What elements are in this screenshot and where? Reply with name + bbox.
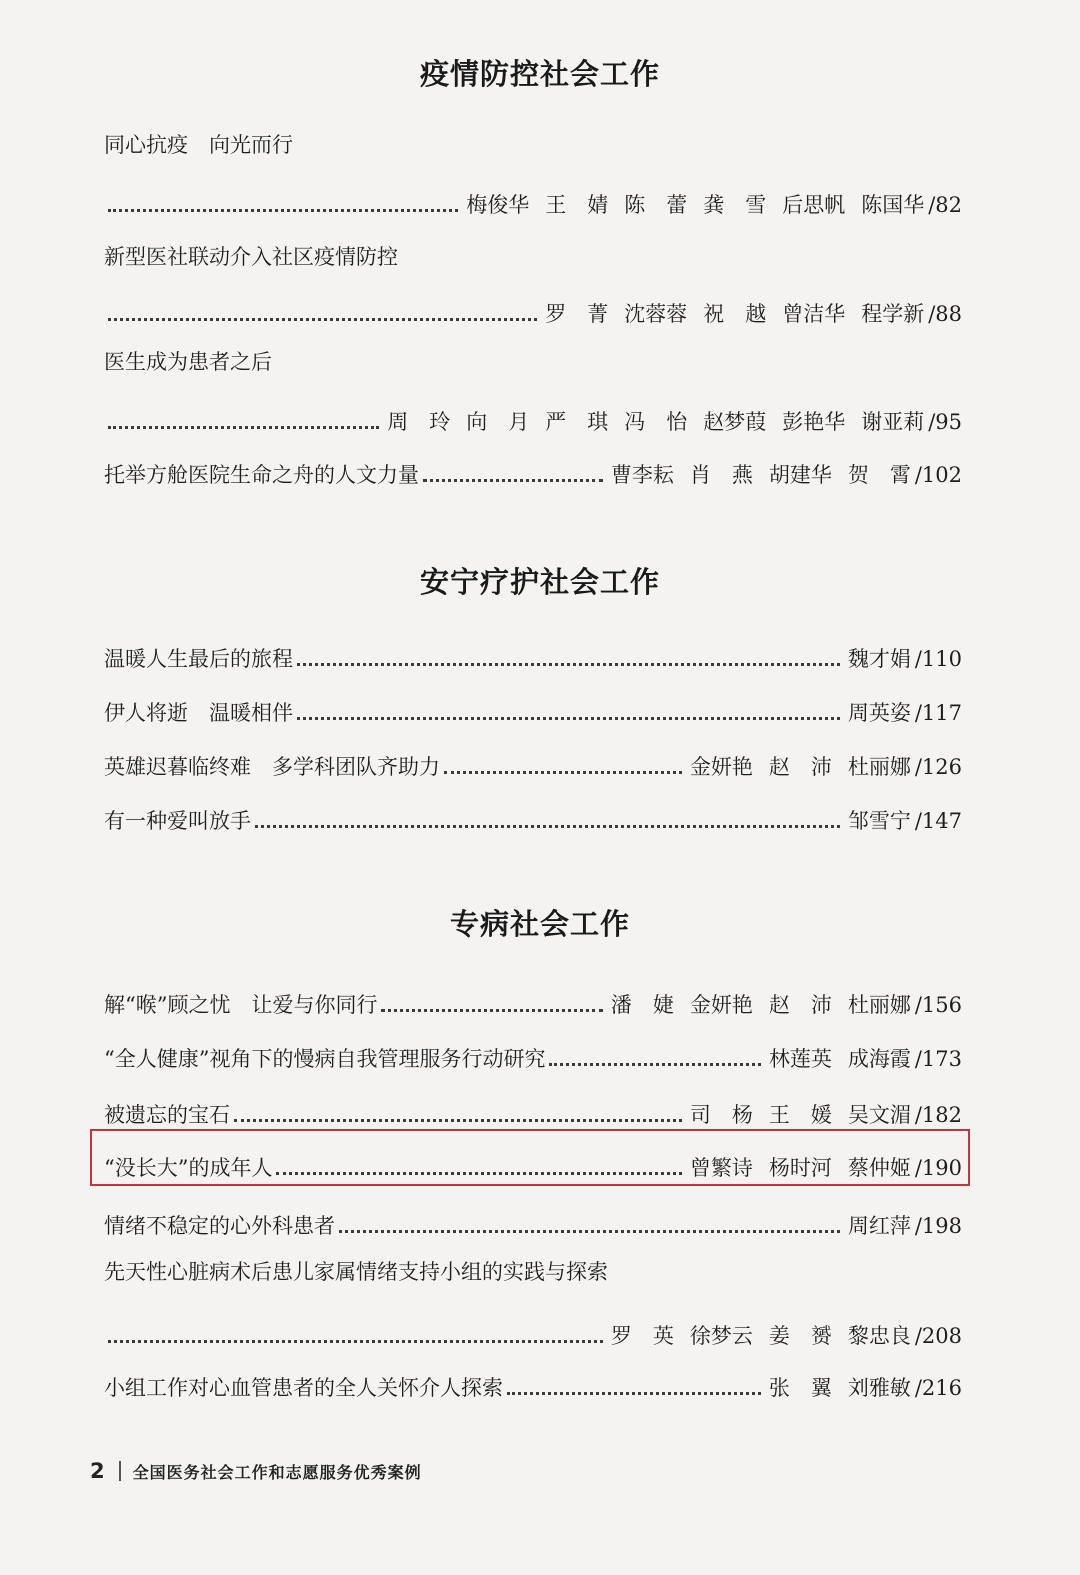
entry-authors: 潘 婕 金妍艳 赵 沛 杜丽娜: [610, 993, 911, 1017]
entry-authors: 张 翼 刘雅敏: [768, 1376, 911, 1400]
entry-authors: 周红萍: [847, 1214, 911, 1238]
entry-title: 新型医社联动介入社区疫情防控: [104, 245, 398, 269]
toc-entry[interactable]: [104, 400, 962, 436]
toc-entry[interactable]: [104, 799, 962, 835]
page-footer: [90, 1455, 422, 1487]
leader-dots: [444, 770, 682, 774]
leader-dots: [108, 317, 537, 321]
entry-authors: 罗 英 徐梦云 姜 赟 黎忠良: [610, 1324, 911, 1348]
entry-page: /208: [914, 1324, 962, 1348]
entry-authors: 梅俊华 王 婧 陈 蕾 龚 雪 后思帆 陈国华: [466, 193, 925, 217]
leader-dots: [108, 1339, 603, 1343]
entry-title: 有一种爱叫放手: [104, 809, 251, 833]
entry-title: 温暖人生最后的旅程: [104, 647, 293, 671]
entry-title: 英雄迟暮临终难 多学科团队齐助力: [104, 755, 440, 779]
toc-entry[interactable]: [104, 292, 962, 328]
entry-title: 先天性心脏病术后患儿家属情绪支持小组的实践与探索: [104, 1260, 608, 1284]
entry-authors: 周英姿: [847, 701, 911, 725]
section-title-epidemic: 疫情防控社会工作: [419, 57, 660, 91]
entry-authors: 邹雪宁: [847, 809, 911, 833]
toc-entry[interactable]: [104, 691, 962, 727]
entry-title: 小组工作对心血管患者的全人关怀介人探索: [104, 1376, 503, 1400]
section-title-hospice: 安宁疗护社会工作: [419, 565, 660, 599]
entry-page: /190: [914, 1156, 962, 1180]
entry-title: 托举方舱医院生命之舟的人文力量: [104, 463, 419, 487]
entry-title: 同心抗疫 向光而行: [104, 133, 293, 157]
entry-title: 被遗忘的宝石: [104, 1103, 230, 1127]
toc-entry[interactable]: [104, 1093, 962, 1129]
toc-entry[interactable]: [104, 745, 962, 781]
entry-title: 医生成为患者之后: [104, 350, 272, 374]
entry-page: /95: [928, 410, 962, 434]
entry-title: 伊人将逝 温暖相伴: [104, 701, 293, 725]
entry-page: /102: [914, 463, 962, 487]
entry-title: 解“喉”顾之忧 让爱与你同行: [104, 993, 378, 1017]
entry-authors: 曾繁诗 杨时河 蔡仲姬: [689, 1156, 911, 1180]
leader-dots: [423, 478, 603, 482]
entry-authors: 司 杨 王 媛 吴文湄: [689, 1103, 911, 1127]
entry-page: /82: [928, 193, 962, 217]
toc-entry[interactable]: [104, 453, 962, 489]
toc-entry-title-line: [104, 123, 962, 159]
footer-page-number: 2: [90, 1459, 105, 1483]
entry-page: /173: [914, 1047, 962, 1071]
entry-title: “全人健康”视角下的慢病自我管理服务行动研究: [104, 1047, 546, 1071]
entry-page: /117: [914, 701, 962, 725]
entry-page: /147: [914, 809, 962, 833]
section-title-specialty: 专病社会工作: [449, 907, 630, 941]
footer-divider: [119, 1461, 121, 1481]
entry-authors: 魏才娟: [847, 647, 911, 671]
entry-authors: 林莲英 成海霞: [768, 1047, 911, 1071]
toc-entry[interactable]: [104, 983, 962, 1019]
entry-authors: 金妍艳 赵 沛 杜丽娜: [689, 755, 911, 779]
toc-entry-title-line: [104, 235, 962, 271]
toc-entry-highlighted[interactable]: [104, 1146, 962, 1182]
entry-page: /110: [914, 647, 962, 671]
leader-dots: [255, 824, 840, 828]
entry-authors: 罗 菁 沈蓉蓉 祝 越 曾洁华 程学新: [545, 302, 925, 326]
toc-entry-title-line: [104, 1250, 962, 1286]
leader-dots: [507, 1391, 761, 1395]
toc-entry[interactable]: [104, 637, 962, 673]
leader-dots: [297, 716, 840, 720]
entry-title: 情绪不稳定的心外科患者: [104, 1214, 335, 1238]
leader-dots: [381, 1008, 602, 1012]
entry-authors: 周 玲 向 月 严 琪 冯 怡 赵梦葭 彭艳华 谢亚莉: [387, 410, 925, 434]
leader-dots: [108, 425, 379, 429]
toc-entry[interactable]: [104, 183, 962, 219]
leader-dots: [234, 1118, 682, 1122]
entry-page: /126: [914, 755, 962, 779]
toc-entry[interactable]: [104, 1366, 962, 1402]
entry-page: /216: [914, 1376, 962, 1400]
entry-page: /156: [914, 993, 962, 1017]
leader-dots: [339, 1229, 840, 1233]
leader-dots: [276, 1171, 681, 1175]
entry-page: /88: [928, 302, 962, 326]
toc-entry[interactable]: [104, 1204, 962, 1240]
footer-book-title: 全国医务社会工作和志愿服务优秀案例: [132, 1462, 422, 1482]
leader-dots: [297, 662, 840, 666]
toc-entry-title-line: [104, 340, 962, 376]
entry-authors: 曹李耘 肖 燕 胡建华 贺 霄: [610, 463, 911, 487]
toc-entry[interactable]: [104, 1314, 962, 1350]
toc-entry[interactable]: [104, 1037, 962, 1073]
entry-page: /198: [914, 1214, 962, 1238]
entry-title: “没长大”的成年人: [104, 1156, 273, 1180]
leader-dots: [549, 1062, 760, 1066]
leader-dots: [108, 208, 458, 212]
entry-page: /182: [914, 1103, 962, 1127]
